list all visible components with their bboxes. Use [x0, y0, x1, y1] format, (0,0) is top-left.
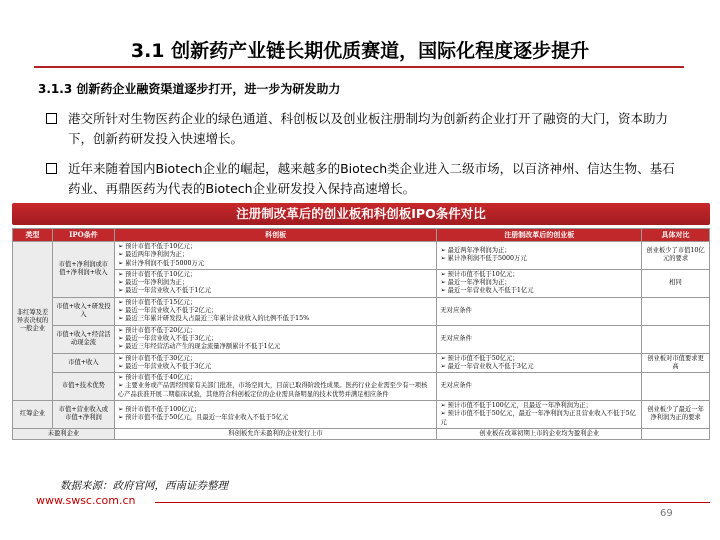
condition-item: ➢ 预计市值不低于10亿元； — [117, 270, 197, 278]
table-header-row — [13, 229, 710, 242]
condition-item: ➢ 最近一年营业收入不低于3亿元 — [117, 362, 212, 370]
star-market-cell — [114, 401, 437, 429]
comparison-cell — [642, 428, 710, 439]
gem-market-cell — [437, 401, 642, 429]
star-market-cell — [114, 373, 437, 401]
bullet-item-2 — [46, 159, 676, 199]
star-market-cell — [114, 353, 437, 373]
condition-item: ➢ 最近三年经营活动产生的现金流量净额累计不低于1亿元 — [117, 343, 281, 351]
condition-item: ➢ 预计市值不低于10亿元； — [117, 243, 197, 250]
comparison-cell: 创业板对市值要求更高 — [642, 353, 710, 373]
table-body — [13, 242, 710, 440]
condition-item: ➢ 预计市值不低于50亿元； — [440, 354, 519, 362]
section-subtitle: 3.1.3 创新药企业融资渠道逐步打开，进一步为研发助力 — [38, 82, 341, 96]
condition-item: ➢ 预计市值不低于50亿元，最近一年净利润为正且营业收入不低于5亿元 — [440, 410, 636, 426]
condition-item: 无对应条件 — [440, 382, 472, 390]
ipo-comparison-table — [12, 228, 710, 440]
condition-item: ➢ 最近两年净利润为正； — [117, 251, 189, 259]
star-market-cell — [114, 242, 437, 270]
page-title: 3.1 创新药产业链长期优质赛道，国际化程度逐步提升 — [130, 40, 590, 62]
condition-item: ➢ 主要业务或产品需经国家有关部门批准，市场空间大，目前已取得阶段性成果。医药行业企业需至少有一项核心产品获准开展二期临床试验，其他符合科创板定位的企业需具备明显的技术优势并满足相应条件 — [117, 382, 428, 398]
table-row — [13, 428, 710, 439]
condition-item: ➢ 预计市值不低于10亿元； — [440, 270, 519, 278]
gem-market-cell — [437, 373, 642, 401]
condition-item: ➢ 预计市值不低于30亿元； — [117, 354, 197, 362]
header-ipo-condition: IPO条件 — [52, 229, 114, 242]
table-row — [13, 401, 710, 429]
table-banner: 注册制改革后的创业板和科创板IPO条件对比 — [12, 203, 710, 225]
condition-item: ➢ 预计市值不低于50亿元，且最近一年营业收入不低于5亿元 — [117, 414, 289, 422]
comparison-cell: 创业板少了市值10亿元的要求 — [642, 242, 710, 270]
condition-item: ➢ 最近一年营业收入不低于2亿元； — [117, 307, 218, 315]
star-market-cell — [114, 297, 437, 325]
header-comparison: 具体对比 — [642, 229, 710, 242]
comparison-cell — [642, 373, 710, 401]
ipo-condition-cell: 市值+收入+经营活动现金流 — [52, 325, 114, 353]
star-market-cell: 科创板允许未盈利的企业发行上市 — [114, 428, 437, 439]
ipo-condition-cell: 市值+收入+研发投入 — [52, 297, 114, 325]
condition-item: ➢ 最近一年营业收入不低于1亿元 — [117, 287, 212, 295]
star-market-cell — [114, 325, 437, 353]
condition-item: 无对应条件 — [440, 334, 472, 342]
header-gem-market: 注册制改革后的创业板 — [437, 229, 642, 242]
page-number: 69 — [660, 508, 673, 519]
group-label: 非红筹及差异表决权的一般企业 — [13, 242, 53, 401]
ipo-condition-cell: 市值+技术优势 — [52, 373, 114, 401]
ipo-condition-cell: 市值+营业收入或市值+净利润 — [52, 401, 114, 429]
gem-market-cell — [437, 242, 642, 270]
ipo-condition-cell: 市值+收入 — [52, 353, 114, 373]
table-row — [13, 325, 710, 353]
gem-market-cell — [437, 353, 642, 373]
checkbox-bullet-icon — [46, 163, 57, 174]
condition-item: 无对应条件 — [440, 307, 472, 315]
bullet-item-1 — [46, 109, 676, 149]
comparison-cell: 创业板少了最近一年净利润为正的要求 — [642, 401, 710, 429]
data-source: 数据来源：政府官网，西南证券整理 — [60, 480, 228, 492]
condition-item: ➢ 预计市值不低于20亿元； — [117, 326, 197, 334]
checkbox-bullet-icon — [46, 113, 57, 124]
condition-item: ➢ 预计市值不低于40亿元； — [117, 374, 197, 382]
header-star-market: 科创板 — [114, 229, 437, 242]
comparison-cell: 相同 — [642, 269, 710, 297]
group-label: 红筹企业 — [13, 401, 53, 429]
gem-market-cell — [437, 325, 642, 353]
table-row — [13, 242, 710, 270]
gem-market-cell — [437, 269, 642, 297]
star-market-cell — [114, 269, 437, 297]
comparison-cell — [642, 297, 710, 325]
gem-market-cell: 创业板在改革初期上市的企业均为盈利企业 — [437, 428, 642, 439]
bullet-text: 港交所针对生物医药企业的绿色通道、科创板以及创业板注册制均为创新药企业打开了融资的大门，资本助力下，创新药研发投入快速增长。 — [68, 111, 669, 146]
condition-item: ➢ 最近一年净利润为正； — [117, 279, 189, 287]
condition-item: ➢ 预计市值不低于100亿元，且最近一年净利润为正； — [440, 402, 592, 410]
title-divider — [34, 66, 684, 68]
condition-item: ➢ 累计净利润不低于5000万元 — [117, 259, 205, 267]
condition-item: ➢ 预计市值不低于15亿元； — [117, 298, 197, 306]
condition-item: ➢ 累计净利润不低于5000万元 — [440, 255, 527, 263]
condition-item: ➢ 最近两年净利润为正； — [440, 247, 511, 255]
footer-divider — [155, 502, 710, 503]
gem-market-cell — [437, 297, 642, 325]
condition-item: ➢ 预计市值不低于100亿元； — [117, 406, 201, 414]
table-row — [13, 269, 710, 297]
condition-item: ➢ 最近一年营业收入不低于3亿元 — [440, 362, 534, 370]
condition-item: ➢ 最近一年营业收入不低于3亿元； — [117, 334, 218, 342]
condition-item: ➢ 最近一年营业收入不低于1亿元 — [440, 287, 534, 295]
header-type: 类型 — [13, 229, 53, 242]
condition-item: ➢ 最近三年累计研发投入占最近三年累计营业收入的比例不低于15% — [117, 315, 310, 323]
condition-item: ➢ 最近一年净利润为正； — [440, 279, 511, 287]
ipo-condition-cell: 市值+净利润或市值+净利润+收入 — [52, 242, 114, 298]
table-row — [13, 297, 710, 325]
bullet-text: 近年来随着国内Biotech企业的崛起，越来越多的Biotech类企业进入二级市场，以百济神州、信达生物、基石药业、再鼎医药为代表的Biotech企业研发投入保持高速增长。 — [68, 161, 675, 196]
website-url[interactable]: www.swsc.com.cn — [36, 494, 136, 507]
group-label: 未盈利企业 — [13, 428, 115, 439]
comparison-cell — [642, 325, 710, 353]
table-row — [13, 353, 710, 373]
table-row — [13, 373, 710, 401]
